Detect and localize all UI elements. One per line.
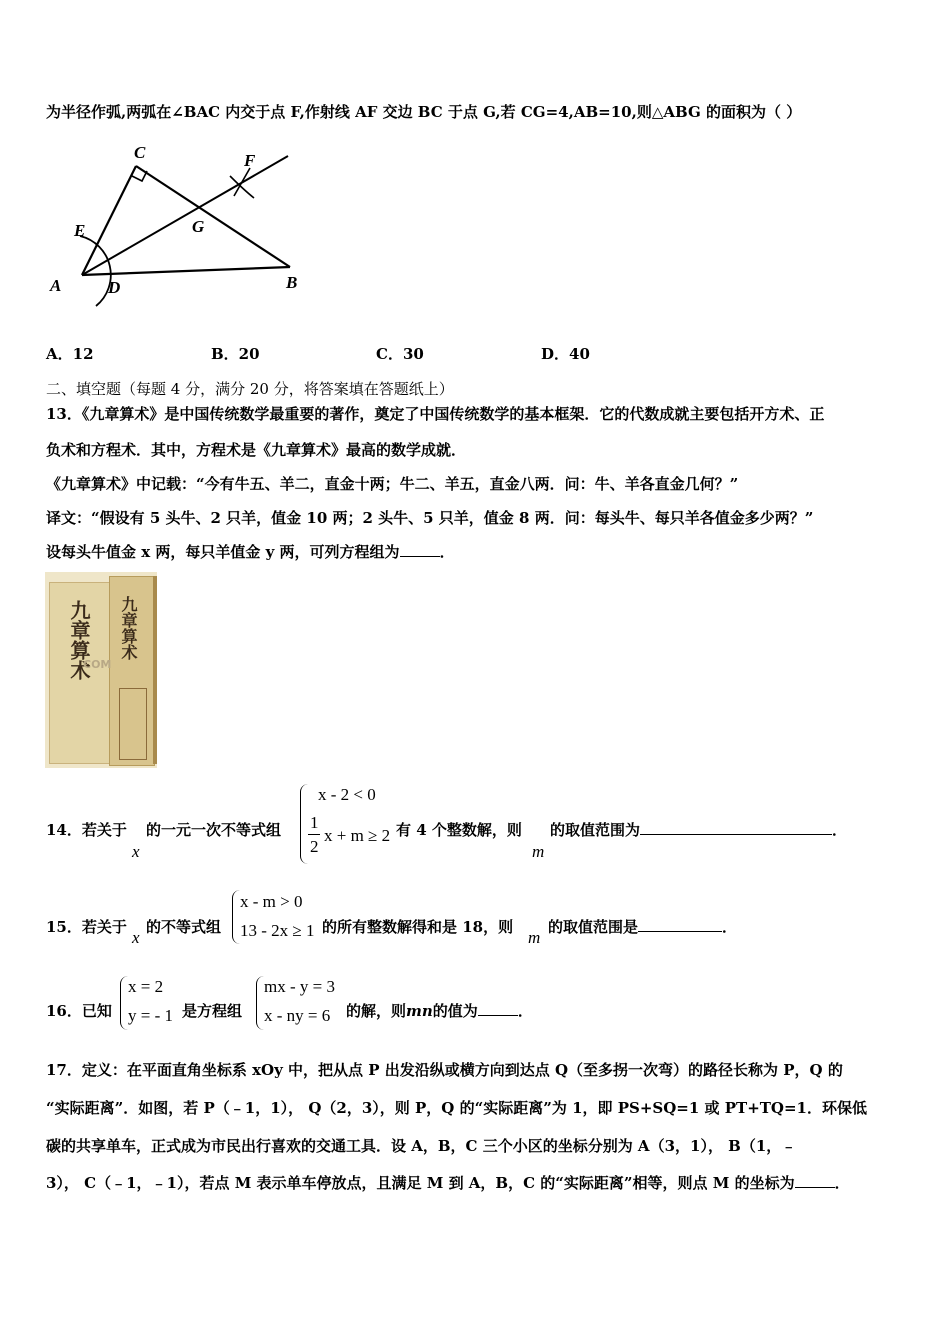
answer-blank[interactable] <box>478 1001 518 1016</box>
q15-ineq2: 13 - 2x ≥ 1 <box>240 921 315 940</box>
q15-mid: 的不等式组 <box>146 918 222 936</box>
q17-line2: “实际距离”．如图，若 P（﹣1，1）， Q（2，3），则 P，Q 的“实际距离”为 1，即 PS+SQ=1 或 PT+TQ=1．环保低 <box>46 1099 867 1117</box>
segment-ab <box>82 267 290 275</box>
q16-sys1-b: y = - 1 <box>128 1006 173 1025</box>
q16-sys1-a: x = 2 <box>128 977 164 996</box>
section-heading: 二、填空题（每题 4 分，满分 20 分，将答案填在答题纸上） <box>46 380 454 398</box>
q15-suffix1: 的所有整数解得和是 18，则 <box>322 918 514 936</box>
q14-ineq1: x - 2 < 0 <box>318 785 376 804</box>
q16-suffix: 的解，则mn的值为 ． <box>346 1002 533 1020</box>
q14-suffix1: 有 4 个整数解，则 <box>396 821 522 839</box>
q13-line2: 负术和方程术．其中，方程术是《九章算术》最高的数学成就． <box>46 441 467 459</box>
q14-ineq2: x + m ≥ 2 <box>324 826 391 845</box>
option-a: A．12 <box>46 345 94 363</box>
q16-sys2-a: mx - y = 3 <box>264 977 335 996</box>
answer-blank[interactable] <box>795 1173 835 1188</box>
q14-mid: 的一元一次不等式组 <box>146 821 282 839</box>
q15-var-x: x <box>132 928 140 947</box>
q17-line1: 17．定义：在平面直角坐标系 xOy 中，把从点 P 出发沿纵或横方向到达点 Q（至多拐一次弯）的路径长称为 P，Q 的 <box>46 1061 843 1079</box>
q15-prefix: 15．若关于 <box>46 918 127 936</box>
q14-frac-num: 1 <box>310 813 319 832</box>
book-spine-title: 九章算术 <box>119 596 138 660</box>
label-f: F <box>244 151 256 170</box>
q14-frac-den: 2 <box>310 837 319 856</box>
q17-line3: 碳的共享单车，正式成为市民出行喜欢的交通工具．设 A，B，C 三个小区的坐标分别为 A（3，1）， B（1，﹣ <box>46 1137 797 1155</box>
q16-prefix: 16．已知 <box>46 1002 112 1020</box>
option-b: B．20 <box>211 345 260 363</box>
answer-blank[interactable] <box>640 820 832 835</box>
label-b: B <box>286 273 298 292</box>
ray-af <box>82 156 288 275</box>
label-a: A <box>50 276 62 295</box>
q14-var-m: m <box>532 842 545 861</box>
q14-frac-bar <box>308 834 320 835</box>
book-title: 九章算术 <box>67 600 91 680</box>
option-d: D．40 <box>541 345 590 363</box>
label-g: G <box>192 217 205 236</box>
q13-line3: 《九章算术》中记载：“今有牛五、羊二，直金十两；牛二、羊五，直金八两．问：牛、羊各直金几何？” <box>46 475 739 493</box>
segment-cb <box>136 166 290 267</box>
label-c: C <box>134 143 146 162</box>
triangle-figure <box>44 138 314 308</box>
q15-suffix2: 的取值范围是 ． <box>548 918 738 936</box>
q16-sys2-b: x - ny = 6 <box>264 1006 331 1025</box>
label-d: D <box>108 278 121 297</box>
label-e: E <box>74 221 86 240</box>
option-c: C．30 <box>376 345 424 363</box>
q12-stem: 为半径作弧,两弧在∠BAC 内交于点 F,作射线 AF 交边 BC 于点 G,若 CG=4,AB=10,则△ABG 的面积为（ ） <box>46 103 802 121</box>
book-watermark: COM <box>83 658 112 671</box>
q17-line4: 3）， C（﹣1，﹣1），若点 M 表示单车停放点，且满足 M 到 A，B，C 的“实际距离”相等，则点 M 的坐标为 ． <box>46 1174 850 1192</box>
answer-blank[interactable] <box>400 542 440 557</box>
q14-prefix: 14．若关于 <box>46 821 127 839</box>
q16-mid: 是方程组 <box>182 1002 243 1020</box>
q13-line1: 13．《九章算术》是中国传统数学最重要的著作，奠定了中国传统数学的基本框架．它的代数成就主要包括开方术、正 <box>46 405 825 423</box>
book-image <box>45 572 157 768</box>
q15-var-m: m <box>528 928 541 947</box>
answer-blank[interactable] <box>638 917 722 932</box>
q13-line5: 设每头牛值金 x 两，每只羊值金 y 两，可列方程组为 ． <box>46 543 455 561</box>
q14-suffix2: 的取值范围为 ． <box>550 821 848 839</box>
q14-var-x: x <box>132 842 140 861</box>
q13-line4: 译文：“假设有 5 头牛、2 只羊，值金 10 两；2 头牛、5 只羊，值金 8 两．问：每头牛、每只羊各值金多少两？” <box>46 509 814 527</box>
q15-ineq1: x - m > 0 <box>240 892 303 911</box>
